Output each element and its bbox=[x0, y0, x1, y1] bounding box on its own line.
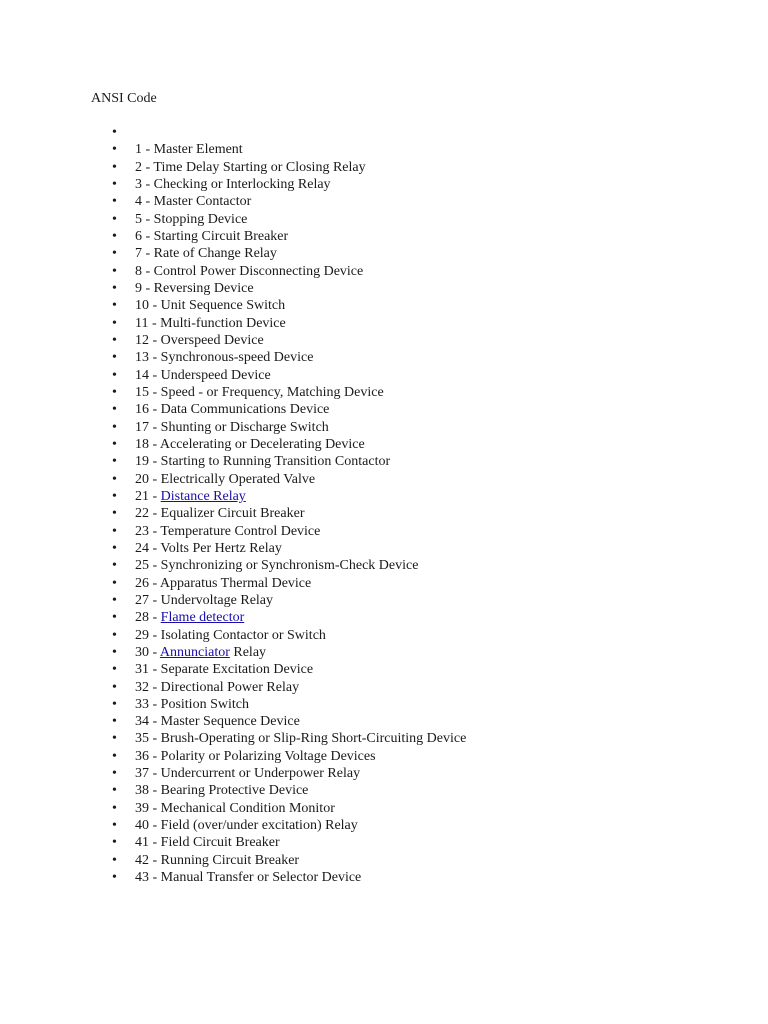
list-item-text bbox=[135, 644, 266, 661]
list-item bbox=[0, 800, 768, 817]
page-title: ANSI Code bbox=[91, 91, 157, 106]
bullet-icon: • bbox=[112, 176, 117, 192]
bullet-icon: • bbox=[112, 315, 117, 331]
list-item bbox=[0, 661, 768, 678]
list-item bbox=[0, 679, 768, 696]
list-item-text: 10 - Unit Sequence Switch bbox=[135, 298, 286, 314]
list-item bbox=[0, 332, 768, 349]
list-item bbox=[0, 141, 768, 158]
list-item bbox=[0, 436, 768, 453]
list-item bbox=[0, 869, 768, 886]
bullet-icon: • bbox=[112, 142, 117, 158]
bullet-icon: • bbox=[112, 696, 117, 712]
list-item-text: 6 - Starting Circuit Breaker bbox=[135, 228, 289, 244]
bullet-icon: • bbox=[112, 835, 117, 851]
list-item bbox=[0, 280, 768, 297]
list-item bbox=[0, 713, 768, 730]
list-item bbox=[0, 730, 768, 747]
bullet-icon: • bbox=[112, 159, 117, 175]
list-item bbox=[0, 505, 768, 522]
list-item bbox=[0, 176, 768, 193]
list-item-text: 1 - Master Element bbox=[135, 142, 243, 158]
list-item bbox=[0, 627, 768, 644]
list-item-link[interactable]: Flame detector bbox=[160, 610, 245, 626]
list-item-text: 8 - Control Power Disconnecting Device bbox=[135, 263, 364, 279]
list-item bbox=[0, 401, 768, 418]
list-item bbox=[0, 696, 768, 713]
list-item-suffix: Relay bbox=[229, 644, 267, 660]
list-item-text: 34 - Master Sequence Device bbox=[135, 714, 300, 730]
list-item bbox=[0, 419, 768, 436]
list-item bbox=[0, 297, 768, 314]
bullet-icon: • bbox=[112, 610, 117, 626]
list-item bbox=[0, 193, 768, 210]
bullet-icon: • bbox=[112, 402, 117, 418]
list-item bbox=[0, 211, 768, 228]
bullet-icon: • bbox=[112, 298, 117, 314]
list-item-text: 43 - Manual Transfer or Selector Device bbox=[135, 870, 362, 886]
list-item-text: 4 - Master Contactor bbox=[135, 194, 252, 210]
bullet-icon: • bbox=[112, 332, 117, 348]
list-item-text: 22 - Equalizer Circuit Breaker bbox=[135, 506, 305, 522]
bullet-icon: • bbox=[112, 488, 117, 504]
list-item bbox=[0, 523, 768, 540]
list-item-text: 2 - Time Delay Starting or Closing Relay bbox=[135, 159, 366, 175]
list-item-text: 37 - Undercurrent or Underpower Relay bbox=[135, 766, 361, 782]
list-item-text: 36 - Polarity or Polarizing Voltage Devices bbox=[135, 748, 376, 764]
list-item-text: 25 - Synchronizing or Synchronism-Check Device bbox=[135, 558, 419, 574]
list-item-prefix: 30 - bbox=[135, 644, 160, 660]
bullet-icon: • bbox=[112, 818, 117, 834]
bullet-icon: • bbox=[112, 194, 117, 210]
list-item-text: 9 - Reversing Device bbox=[135, 280, 254, 296]
list-item-text: 31 - Separate Excitation Device bbox=[135, 662, 314, 678]
list-item-text: 32 - Directional Power Relay bbox=[135, 679, 300, 695]
list-item-text: 14 - Underspeed Device bbox=[135, 367, 271, 383]
bullet-icon: • bbox=[112, 454, 117, 470]
bullet-icon: • bbox=[112, 592, 117, 608]
list-item bbox=[0, 748, 768, 765]
bullet-icon: • bbox=[112, 540, 117, 556]
bullet-icon: • bbox=[112, 679, 117, 695]
list-item-text: 19 - Starting to Running Transition Contactor bbox=[135, 454, 391, 470]
list-item-text: 17 - Shunting or Discharge Switch bbox=[135, 419, 329, 435]
list-item bbox=[0, 471, 768, 488]
list-item bbox=[0, 834, 768, 851]
list-item bbox=[0, 765, 768, 782]
bullet-icon: • bbox=[112, 506, 117, 522]
list-item bbox=[0, 575, 768, 592]
bullet-icon: • bbox=[112, 662, 117, 678]
list-item bbox=[0, 349, 768, 366]
list-item-text: 5 - Stopping Device bbox=[135, 211, 248, 227]
list-item-text bbox=[135, 609, 244, 626]
list-item-text: 40 - Field (over/under excitation) Relay bbox=[135, 818, 358, 834]
list-item bbox=[0, 453, 768, 470]
bullet-icon: • bbox=[112, 263, 117, 279]
list-item-text: 3 - Checking or Interlocking Relay bbox=[135, 176, 331, 192]
bullet-icon: • bbox=[112, 367, 117, 383]
bullet-icon: • bbox=[112, 419, 117, 435]
list-item-text: 15 - Speed - or Frequency, Matching Device bbox=[135, 384, 384, 400]
list-item bbox=[0, 592, 768, 609]
list-item-text: 35 - Brush-Operating or Slip-Ring Short-Circuiting Device bbox=[135, 731, 467, 747]
list-item bbox=[0, 540, 768, 557]
list-item-text: 42 - Running Circuit Breaker bbox=[135, 852, 300, 868]
bullet-icon: • bbox=[112, 384, 117, 400]
list-item bbox=[0, 817, 768, 834]
list-item-text: 18 - Accelerating or Decelerating Device bbox=[135, 436, 365, 452]
list-item-text: 13 - Synchronous-speed Device bbox=[135, 350, 314, 366]
bullet-icon: • bbox=[112, 523, 117, 539]
bullet-icon: • bbox=[112, 766, 117, 782]
list-item-link[interactable]: Annunciator bbox=[159, 644, 230, 660]
list-item-text: 23 - Temperature Control Device bbox=[135, 523, 321, 539]
list-item-text: 26 - Apparatus Thermal Device bbox=[135, 575, 312, 591]
list-item-link[interactable]: Distance Relay bbox=[160, 488, 246, 504]
bullet-icon: • bbox=[112, 350, 117, 366]
list-item-text: 12 - Overspeed Device bbox=[135, 332, 264, 348]
list-item-prefix: 28 - bbox=[135, 610, 161, 626]
bullet-icon: • bbox=[112, 627, 117, 643]
bullet-icon: • bbox=[112, 471, 117, 487]
list-item-text: 29 - Isolating Contactor or Switch bbox=[135, 627, 326, 643]
list-item-text: 7 - Rate of Change Relay bbox=[135, 246, 277, 262]
bullet-icon: • bbox=[112, 731, 117, 747]
ansi-code-list bbox=[0, 124, 768, 886]
list-item bbox=[0, 159, 768, 176]
list-item-text: 33 - Position Switch bbox=[135, 696, 249, 712]
list-item bbox=[0, 609, 768, 626]
list-item bbox=[0, 263, 768, 280]
bullet-icon: • bbox=[112, 575, 117, 591]
list-item-text: 27 - Undervoltage Relay bbox=[135, 592, 274, 608]
list-item-text bbox=[135, 488, 246, 505]
bullet-icon: • bbox=[112, 714, 117, 730]
list-item bbox=[0, 557, 768, 574]
list-item-prefix: 21 - bbox=[135, 488, 161, 504]
list-item-text: 39 - Mechanical Condition Monitor bbox=[135, 800, 335, 816]
list-item bbox=[0, 644, 768, 661]
bullet-icon: • bbox=[112, 748, 117, 764]
list-item bbox=[0, 384, 768, 401]
bullet-icon: • bbox=[112, 228, 117, 244]
bullet-icon: • bbox=[112, 870, 117, 886]
list-item bbox=[0, 228, 768, 245]
list-item-text: 38 - Bearing Protective Device bbox=[135, 783, 309, 799]
bullet-icon: • bbox=[112, 852, 117, 868]
bullet-icon: • bbox=[112, 436, 117, 452]
list-item-text: 24 - Volts Per Hertz Relay bbox=[135, 540, 282, 556]
bullet-icon: • bbox=[112, 783, 117, 799]
list-item bbox=[0, 782, 768, 799]
list-item-text: 11 - Multi-function Device bbox=[135, 315, 286, 331]
list-item bbox=[0, 245, 768, 262]
bullet-icon: • bbox=[112, 211, 117, 227]
list-item bbox=[0, 315, 768, 332]
list-item bbox=[0, 488, 768, 505]
bullet-icon: • bbox=[112, 558, 117, 574]
list-item-text: 16 - Data Communications Device bbox=[135, 402, 330, 418]
bullet-icon: • bbox=[112, 125, 117, 140]
list-item bbox=[0, 852, 768, 869]
list-item bbox=[0, 124, 768, 141]
bullet-icon: • bbox=[112, 644, 117, 660]
list-item-text: 20 - Electrically Operated Valve bbox=[135, 471, 316, 487]
list-item bbox=[0, 367, 768, 384]
bullet-icon: • bbox=[112, 800, 117, 816]
bullet-icon: • bbox=[112, 246, 117, 262]
list-item-text: 41 - Field Circuit Breaker bbox=[135, 835, 280, 851]
bullet-icon: • bbox=[112, 280, 117, 296]
